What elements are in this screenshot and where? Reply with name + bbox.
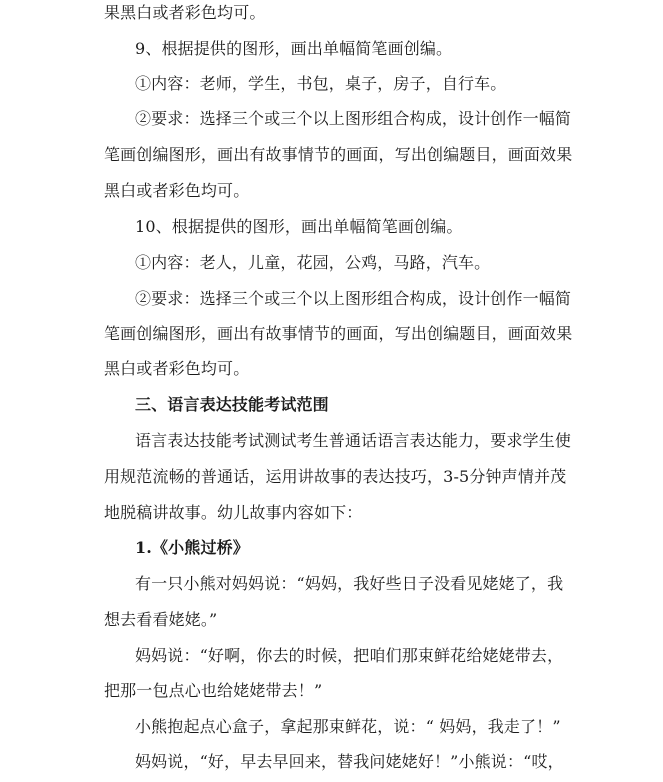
text-line: 用规范流畅的普通话，运用讲故事的表达技巧，3-5分钟声情并茂 [104,467,567,486]
section-heading: 三、语言表达技能考试范围 [135,395,329,414]
text-line: 小熊抱起点心盒子，拿起那束鲜花，说：“ 妈妈，我走了！” [135,717,561,736]
text-line: 妈妈说：“好啊，你去的时候，把咱们那束鲜花给姥姥带去， [135,646,564,665]
text-line: 黑白或者彩色均可。 [104,181,250,200]
text-line: 10、根据提供的图形，画出单幅简笔画创编。 [135,217,463,236]
text-line: ②要求：选择三个或三个以上图形组合构成，设计创作一幅简 [135,109,572,128]
text-line: 笔画创编图形，画出有故事情节的画面，写出创编题目，画面效果 [104,145,573,164]
story-title: 1.《小熊过桥》 [135,538,249,557]
text-line: ②要求：选择三个或三个以上图形组合构成，设计创作一幅简 [135,289,572,308]
text-line: 地脱稿讲故事。幼儿故事内容如下： [104,503,363,522]
text-line: 果黑白或者彩色均可。 [104,3,266,22]
text-line: ①内容：老人，儿童，花园，公鸡，马路，汽车。 [135,253,491,272]
text-line: 想去看看姥姥。” [104,610,218,629]
text-line: ①内容：老师，学生，书包，桌子，房子，自行车。 [135,74,507,93]
text-line: 把那一包点心也给姥姥带去！” [104,681,323,700]
text-line: 9、根据提供的图形，画出单幅简笔画创编。 [135,39,453,58]
text-line: 有一只小熊对妈妈说：“妈妈，我好些日子没看见姥姥了，我 [135,574,564,593]
text-line: 语言表达技能考试测试考生普通话语言表达能力，要求学生使 [135,431,572,450]
text-line: 黑白或者彩色均可。 [104,359,250,378]
text-line: 妈妈说，“好，早去早回来，替我问姥姥好！”小熊说：“哎， [135,752,564,771]
text-line: 笔画创编图形，画出有故事情节的画面，写出创编题目，画面效果 [104,324,573,343]
